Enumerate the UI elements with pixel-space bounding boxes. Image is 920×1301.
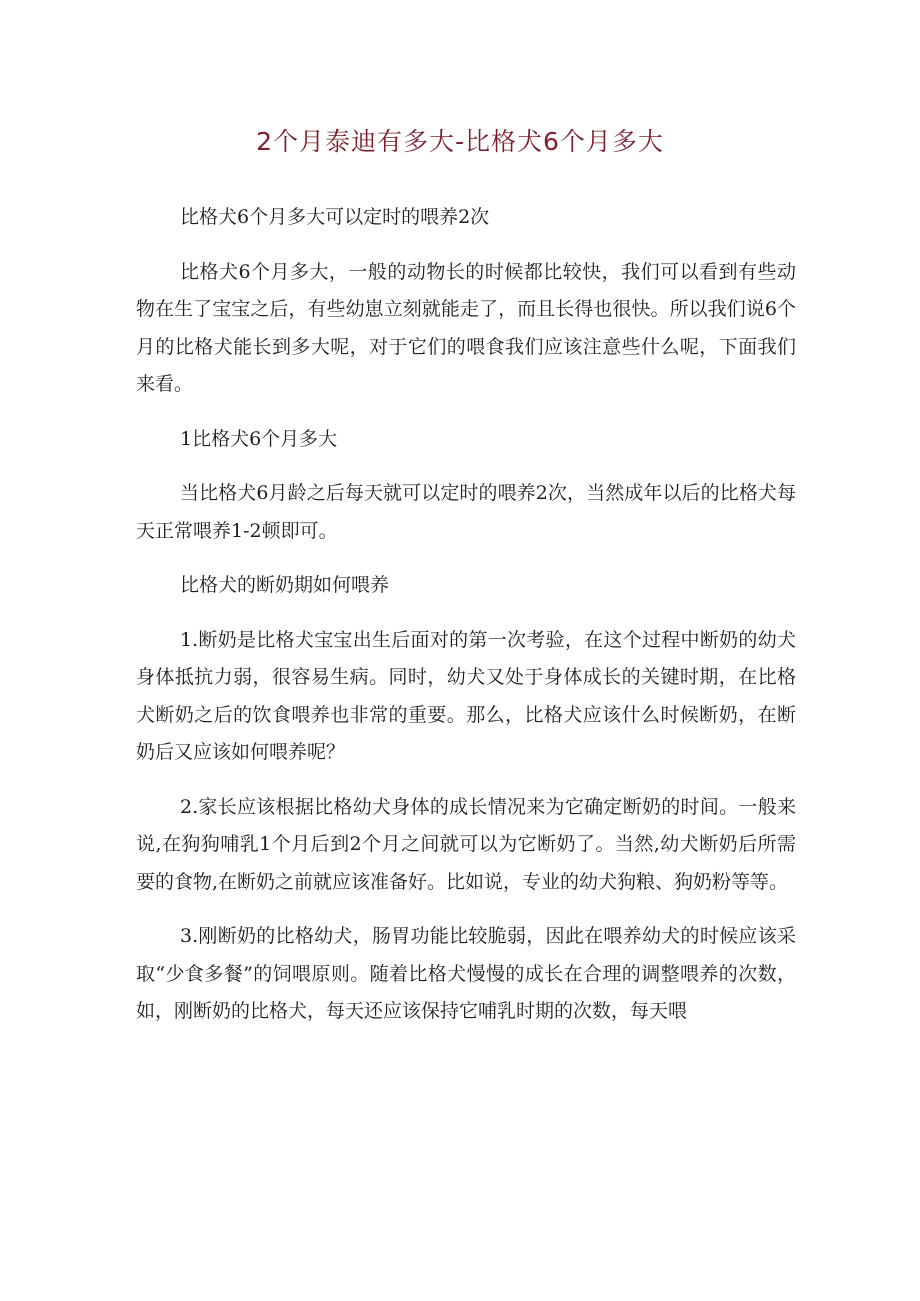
document-title: 2个月泰迪有多大-比格犬6个月多大 xyxy=(256,127,664,156)
paragraph-feeding: 当比格犬6月龄之后每天就可以定时的喂养2次，当然成年以后的比格犬每天正常喂养1-2顿即可。 xyxy=(136,482,796,542)
paragraph-subheading: 比格犬6个月多大可以定时的喂养2次 xyxy=(180,206,490,228)
paragraph-intro: 比格犬6个月多大，一般的动物长的时候都比较快，我们可以看到有些动物在生了宝宝之后，有些幼崽立刻就能走了，而且长得也很快。所以我们说6个月的比格犬能长到多大呢，对于它们的喂食我们应该注意些什么呢，下面我们来看。 xyxy=(136,260,796,395)
paragraph-point-1: 1.断奶是比格犬宝宝出生后面对的第一次考验，在这个过程中断奶的幼犬身体抵抗力弱，很容易生病。同时，幼犬又处于身体成长的关键时期，在比格犬断奶之后的饮食喂养也非常的重要。那么，比格犬应该什么时候断奶，在断奶后又应该如何喂养呢？ xyxy=(136,628,796,763)
paragraph-point-2: 2.家长应该根据比格幼犬身体的成长情况来为它确定断奶的时间。一般来说,在狗狗哺乳1个月后到2个月之间就可以为它断奶了。当然,幼犬断奶后所需要的食物,在断奶之前就应该准备好。比如说，专业的幼犬狗粮、狗奶粉等等。 xyxy=(136,795,796,893)
document-body xyxy=(136,199,796,1048)
section-heading-1: 1比格犬6个月多大 xyxy=(180,427,338,450)
paragraph-point-3: 3.刚断奶的比格幼犬，肠胃功能比较脆弱，因此在喂养幼犬的时候应该采取“少食多餐”的饲喂原则。随着比格犬慢慢的成长在合理的调整喂养的次数，如，刚断奶的比格犬，每天还应该保持它哺乳时期的次数，每天喂 xyxy=(136,925,796,1022)
section-heading-weaning: 比格犬的断奶期如何喂养 xyxy=(180,574,390,596)
